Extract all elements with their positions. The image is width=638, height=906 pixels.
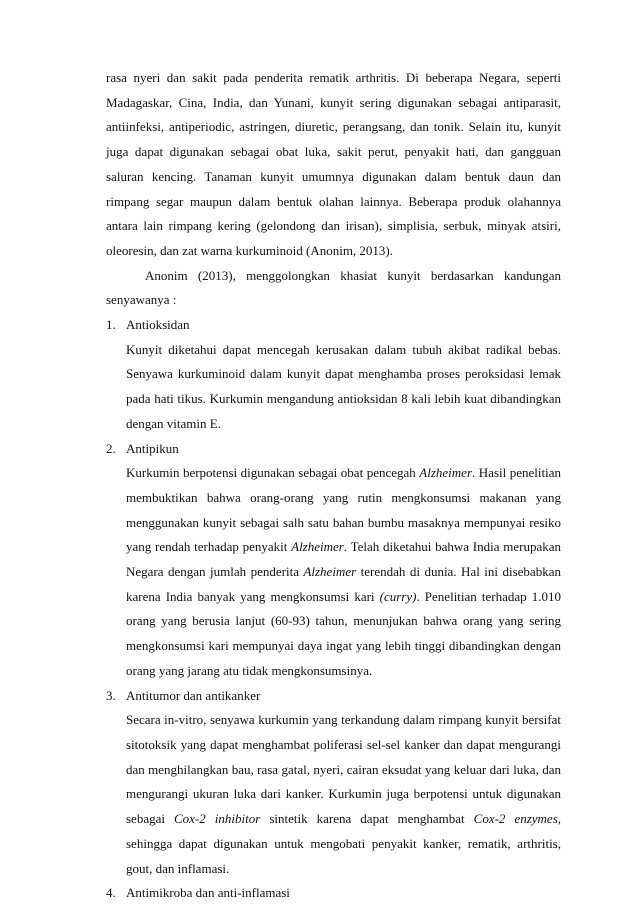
italic-term: (curry) [379,588,417,604]
body-text: . Hasil penelitian membuktikan bahwa orang-orang yang rutin mengkonsumsi makanan yang menggunakan kunyit sebagai salh satu bahan bumbu masaknya mempunyai resiko yang rendah terhadap penyakit [126,465,561,555]
list-item-body [126,338,561,437]
paragraph-classification: Anonim (2013), menggolongkan khasiat kunyit berdasarkan kandungan senyawanya : [106,267,561,308]
document-page [106,66,561,906]
italic-term: Cox-2 enzymes, [473,811,562,827]
list-item-heading [106,881,561,906]
list-item-body [126,708,561,881]
body-text: Secara in-vitro, senyawa kurkumin yang terkandung dalam rimpang kunyit bersifat sitotoksik yang dapat menghambat poliferasi sel-sel kanker dan dapat mengurangi dan menghilangkan bau, rasa gatal, nyeri, cairan eksudat yang keluar dari luka, dan mengurangi ukuran luka dari kanker. Kurkumin juga berpotensi untuk digunakan sebagai [126,712,561,827]
list-item-body [126,461,561,683]
italic-term: Alzheimer [303,564,357,580]
list-item-title: Antioksidan [126,317,190,333]
list-item-title: Antipikun [126,440,179,456]
body-text: Kunyit diketahui dapat mencegah kerusakan dalam tubuh akibat radikal bebas. Senyawa kurkuminoid dalam kunyit dapat menghamba proses peroksidasi lemak pada hati tikus. Kurkumin mengandung antioksidan 8 kali lebih kuat dibandingkan dengan vitamin E. [126,341,561,431]
list-item-heading [106,684,561,709]
list-item [106,437,561,684]
numbered-list [106,313,561,906]
list-item-title: Antitumor dan antikanker [126,687,261,703]
body-text: terendah di dunia. Hal ini disebabkan karena India banyak yang mengkonsumsi kari [126,564,561,604]
list-item-heading [106,437,561,462]
list-item-number: 1. [106,317,116,333]
body-text: sehingga dapat digunakan untuk mengobati penyakit kanker, rematik, arthritis, gout, dan inflamasi. [126,835,561,876]
list-item [106,881,561,906]
list-item-number: 4. [106,885,116,901]
body-text: . Telah diketahui bahwa India merupakan Negara dengan jumlah penderita [126,539,562,580]
list-item-heading [106,313,561,338]
paragraph-intro: rasa nyeri dan sakit pada penderita rematik arthritis. Di beberapa Negara, seperti Madagaskar, Cina, India, dan Yunani, kunyit sering digunakan sebagai antiparasit, antiinfeksi, antiperiodic, astringen, diuretic, perangsang, dan tonik. Selain itu, kunyit juga dapat digunakan sebagai obat luka, sakit perut, penyakit hati, dan gangguan saluran kencing. Tanaman kunyit umumnya digunakan dalam bentuk daun dan rimpang segar maupun dalam bentuk olahan lainnya. Beberapa produk olahannya antara lain rimpang kering (gelondong dan irisan), simplisia, serbuk, minyak atsiri, oleoresin, dan zat warna kurkuminoid (Anonim, 2013). [106,70,561,258]
list-item [106,313,561,437]
list-item-title: Antimikroba dan anti-inflamasi [126,885,290,901]
italic-term: Alzheimer [419,465,473,481]
list-item [106,684,561,882]
body-text: sintetik karena dapat menghambat [260,811,474,827]
list-item-number: 2. [106,440,116,456]
italic-term: Alzheimer [291,539,344,555]
italic-term: Cox-2 inhibitor [174,811,261,827]
body-text: . Penelitian terhadap 1.010 orang yang berusia lanjut (60-93) tahun, menunjukan bahwa orang yang sering mengkonsumsi kari mempunyai daya ingat yang lebih tinggi dibandingkan dengan orang yang jarang atu tidak mengkonsumsinya. [126,588,561,678]
list-item-number: 3. [106,687,116,703]
body-text: Kurkumin berpotensi digunakan sebagai obat pencegah [126,465,420,481]
